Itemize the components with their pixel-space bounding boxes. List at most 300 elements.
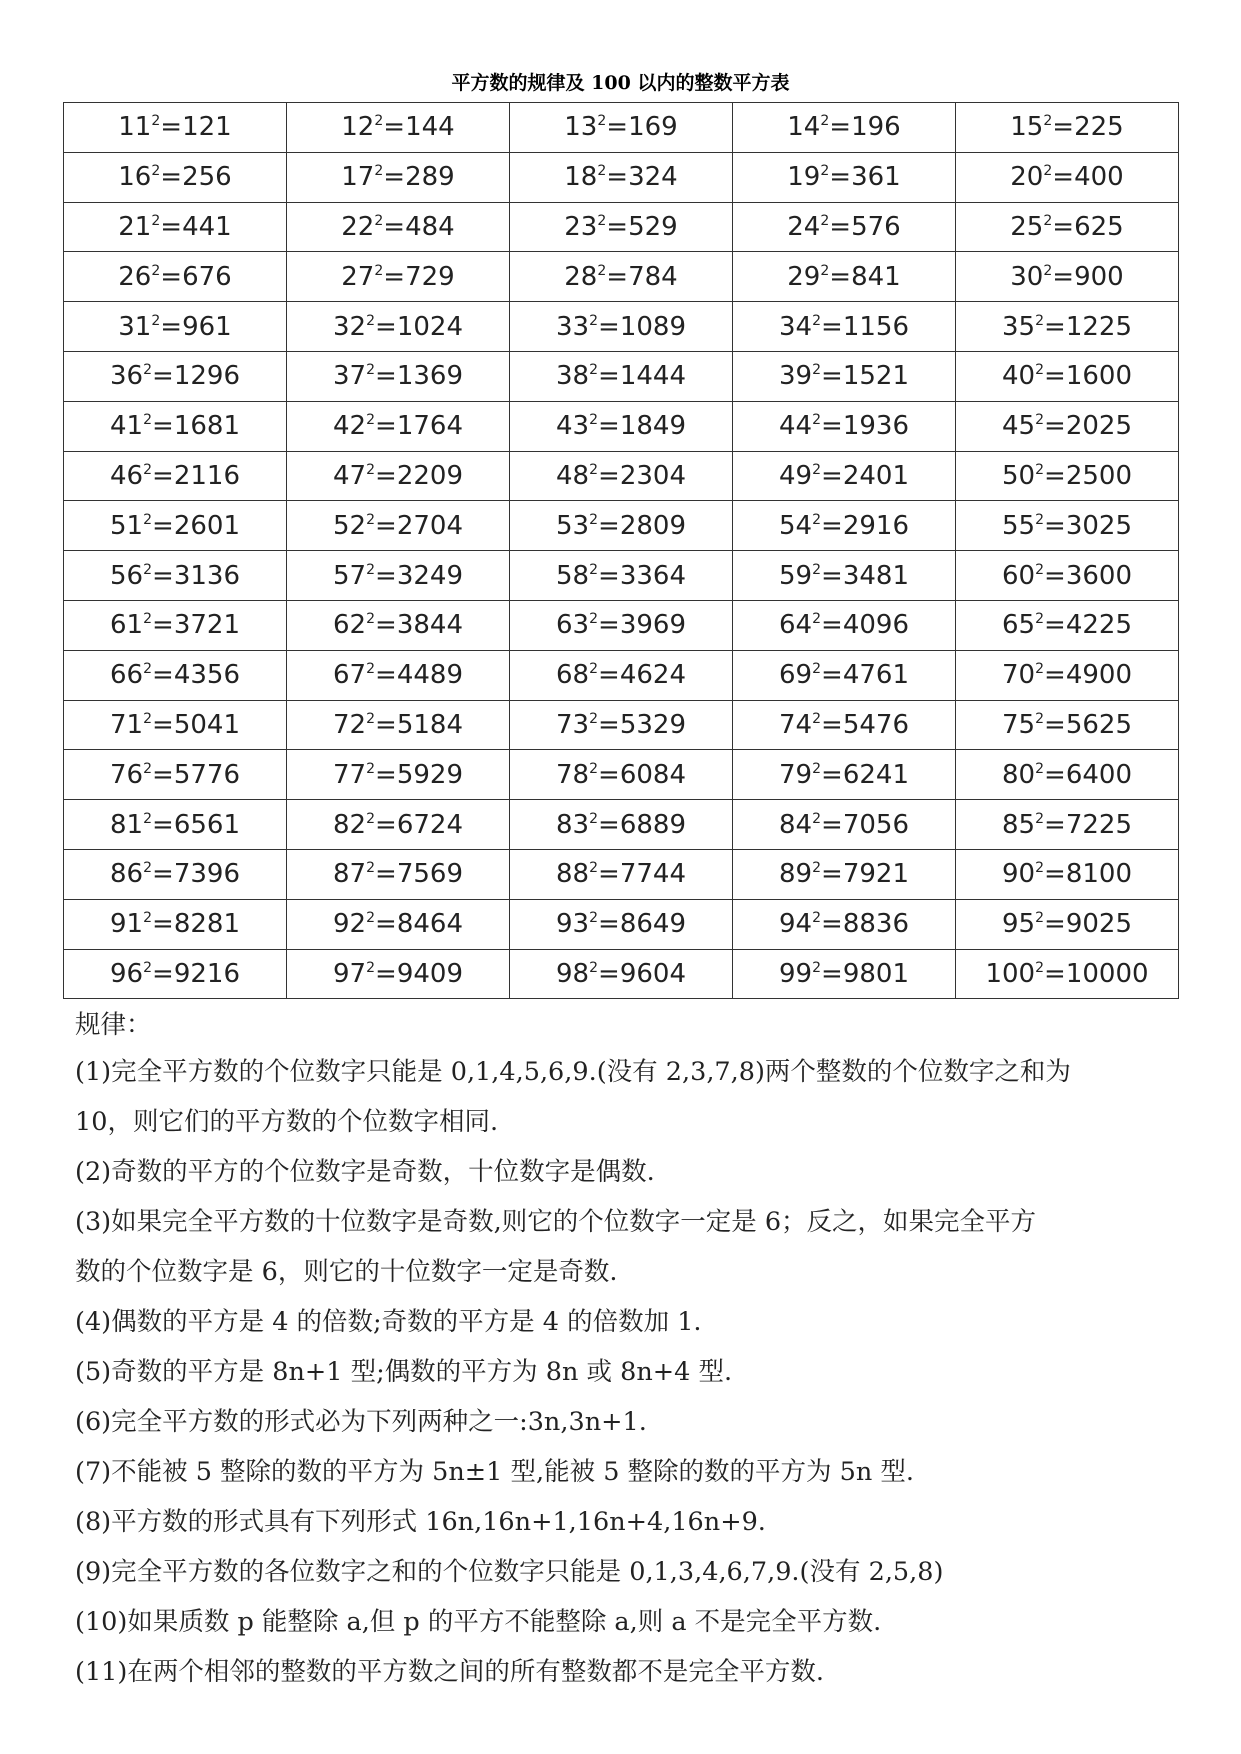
square-cell xyxy=(510,401,733,451)
rule-line: (10)如果质数 p 能整除 a,但 p 的平方不能整除 a,则 a 不是完全平方数. xyxy=(75,1607,882,1637)
square-cell xyxy=(956,949,1179,999)
equals-sign: = xyxy=(1044,361,1066,392)
square-base: 84 xyxy=(779,809,813,840)
exponent: 2 xyxy=(812,710,822,727)
equals-sign: = xyxy=(375,610,397,641)
exponent: 2 xyxy=(812,810,822,827)
square-cell xyxy=(287,501,510,551)
table-row xyxy=(64,501,1179,551)
equals-sign: = xyxy=(821,660,843,691)
table-row xyxy=(64,351,1179,401)
square-base: 26 xyxy=(118,261,152,292)
equals-sign: = xyxy=(829,162,852,193)
square-base: 96 xyxy=(110,958,144,989)
square-cell xyxy=(956,152,1179,202)
exponent: 2 xyxy=(820,163,830,180)
square-base: 88 xyxy=(556,859,590,890)
square-value: 8836 xyxy=(842,909,909,940)
square-base: 98 xyxy=(556,958,590,989)
square-cell xyxy=(64,351,287,401)
exponent: 2 xyxy=(589,860,599,877)
square-value: 3844 xyxy=(396,610,463,641)
equals-sign: = xyxy=(152,859,174,890)
equals-sign: = xyxy=(152,958,174,989)
square-cell xyxy=(956,551,1179,601)
square-value: 4624 xyxy=(619,660,686,691)
square-base: 60 xyxy=(1002,560,1036,591)
equals-sign: = xyxy=(375,958,397,989)
square-cell xyxy=(64,551,287,601)
table-row xyxy=(64,152,1179,202)
square-base: 18 xyxy=(564,162,598,193)
square-value: 6241 xyxy=(842,759,909,790)
equals-sign: = xyxy=(1044,709,1066,740)
square-value: 841 xyxy=(851,261,901,292)
equals-sign: = xyxy=(375,510,397,541)
square-cell xyxy=(956,650,1179,700)
square-value: 9025 xyxy=(1065,909,1132,940)
square-value: 441 xyxy=(182,211,232,242)
square-cell xyxy=(64,899,287,949)
equals-sign: = xyxy=(598,759,620,790)
square-value: 5625 xyxy=(1065,709,1132,740)
exponent: 2 xyxy=(812,561,822,578)
square-value: 3721 xyxy=(173,610,240,641)
equals-sign: = xyxy=(821,809,843,840)
equals-sign: = xyxy=(598,411,620,442)
equals-sign: = xyxy=(1044,311,1066,342)
square-cell xyxy=(510,899,733,949)
exponent: 2 xyxy=(589,760,599,777)
square-cell xyxy=(287,650,510,700)
square-value: 3481 xyxy=(842,560,909,591)
square-base: 97 xyxy=(333,958,367,989)
equals-sign: = xyxy=(821,909,843,940)
exponent: 2 xyxy=(1035,561,1045,578)
table-row xyxy=(64,800,1179,850)
square-value: 2116 xyxy=(173,460,240,491)
square-cell xyxy=(510,152,733,202)
exponent: 2 xyxy=(143,611,153,628)
square-cell xyxy=(287,800,510,850)
equals-sign: = xyxy=(160,162,183,193)
square-cell xyxy=(64,949,287,999)
square-value: 196 xyxy=(851,112,901,143)
exponent: 2 xyxy=(366,661,376,678)
rules-section xyxy=(75,1003,1185,1697)
square-base: 94 xyxy=(779,909,813,940)
square-value: 1024 xyxy=(396,311,463,342)
square-base: 91 xyxy=(110,909,144,940)
exponent: 2 xyxy=(812,959,822,976)
exponent: 2 xyxy=(143,760,153,777)
square-value: 2704 xyxy=(396,510,463,541)
square-base: 76 xyxy=(110,759,144,790)
equals-sign: = xyxy=(821,709,843,740)
square-base: 28 xyxy=(564,261,598,292)
square-base: 44 xyxy=(779,411,813,442)
equals-sign: = xyxy=(375,660,397,691)
square-cell xyxy=(956,800,1179,850)
table-row xyxy=(64,302,1179,352)
square-cell xyxy=(287,551,510,601)
equals-sign: = xyxy=(383,261,406,292)
square-base: 92 xyxy=(333,909,367,940)
square-value: 2500 xyxy=(1065,460,1132,491)
table-row xyxy=(64,202,1179,252)
squares-table xyxy=(63,102,1179,999)
square-value: 1936 xyxy=(842,411,909,442)
square-value: 9409 xyxy=(396,958,463,989)
exponent: 2 xyxy=(812,611,822,628)
square-base: 67 xyxy=(333,660,367,691)
square-value: 2209 xyxy=(396,460,463,491)
exponent: 2 xyxy=(589,910,599,927)
square-base: 79 xyxy=(779,759,813,790)
square-cell xyxy=(510,650,733,700)
square-value: 2401 xyxy=(842,460,909,491)
square-base: 51 xyxy=(110,510,144,541)
exponent: 2 xyxy=(812,910,822,927)
square-cell xyxy=(956,501,1179,551)
square-base: 77 xyxy=(333,759,367,790)
square-value: 8464 xyxy=(396,909,463,940)
square-value: 5329 xyxy=(619,709,686,740)
square-base: 100 xyxy=(985,958,1036,989)
square-cell xyxy=(733,401,956,451)
square-cell xyxy=(64,650,287,700)
equals-sign: = xyxy=(1052,162,1075,193)
square-cell xyxy=(64,600,287,650)
equals-sign: = xyxy=(821,859,843,890)
exponent: 2 xyxy=(151,113,161,130)
equals-sign: = xyxy=(1044,411,1066,442)
exponent: 2 xyxy=(143,511,153,528)
square-base: 56 xyxy=(110,560,144,591)
table-row xyxy=(64,849,1179,899)
square-value: 6400 xyxy=(1065,759,1132,790)
square-value: 144 xyxy=(405,112,455,143)
square-value: 900 xyxy=(1074,261,1124,292)
square-base: 30 xyxy=(1010,261,1044,292)
square-value: 10000 xyxy=(1065,958,1149,989)
table-row xyxy=(64,401,1179,451)
square-cell xyxy=(510,202,733,252)
square-cell xyxy=(64,302,287,352)
square-cell xyxy=(956,700,1179,750)
equals-sign: = xyxy=(152,460,174,491)
square-value: 2809 xyxy=(619,510,686,541)
square-cell xyxy=(64,700,287,750)
square-value: 4096 xyxy=(842,610,909,641)
exponent: 2 xyxy=(366,810,376,827)
exponent: 2 xyxy=(366,611,376,628)
square-base: 11 xyxy=(118,112,152,143)
square-value: 784 xyxy=(628,261,678,292)
square-base: 34 xyxy=(779,311,813,342)
equals-sign: = xyxy=(152,660,174,691)
square-base: 81 xyxy=(110,809,144,840)
exponent: 2 xyxy=(820,262,830,279)
equals-sign: = xyxy=(1044,759,1066,790)
square-value: 2916 xyxy=(842,510,909,541)
square-cell xyxy=(733,202,956,252)
square-base: 72 xyxy=(333,709,367,740)
exponent: 2 xyxy=(812,312,822,329)
equals-sign: = xyxy=(160,311,183,342)
equals-sign: = xyxy=(383,211,406,242)
square-cell xyxy=(956,302,1179,352)
square-cell xyxy=(733,750,956,800)
exponent: 2 xyxy=(597,113,607,130)
rules-heading: 规律： xyxy=(75,1010,152,1040)
square-base: 59 xyxy=(779,560,813,591)
table-row xyxy=(64,103,1179,153)
square-base: 16 xyxy=(118,162,152,193)
square-cell xyxy=(64,800,287,850)
square-value: 7225 xyxy=(1065,809,1132,840)
equals-sign: = xyxy=(1044,560,1066,591)
square-cell xyxy=(510,252,733,302)
square-value: 676 xyxy=(182,261,232,292)
exponent: 2 xyxy=(366,461,376,478)
square-cell xyxy=(64,451,287,501)
square-value: 5476 xyxy=(842,709,909,740)
square-value: 256 xyxy=(182,162,232,193)
square-cell xyxy=(733,501,956,551)
square-cell xyxy=(733,551,956,601)
square-cell xyxy=(287,899,510,949)
rule-line: (8)平方数的形式具有下列形式 16n,16n+1,16n+4,16n+9. xyxy=(75,1507,766,1537)
square-value: 1521 xyxy=(842,361,909,392)
exponent: 2 xyxy=(812,461,822,478)
square-cell xyxy=(510,551,733,601)
exponent: 2 xyxy=(1035,412,1045,429)
square-base: 47 xyxy=(333,460,367,491)
exponent: 2 xyxy=(143,362,153,379)
square-value: 625 xyxy=(1074,211,1124,242)
square-cell xyxy=(287,252,510,302)
equals-sign: = xyxy=(375,560,397,591)
exponent: 2 xyxy=(812,661,822,678)
equals-sign: = xyxy=(152,709,174,740)
square-base: 13 xyxy=(564,112,598,143)
square-base: 99 xyxy=(779,958,813,989)
exponent: 2 xyxy=(1035,860,1045,877)
exponent: 2 xyxy=(1035,959,1045,976)
exponent: 2 xyxy=(143,661,153,678)
equals-sign: = xyxy=(598,809,620,840)
exponent: 2 xyxy=(1043,113,1053,130)
square-cell xyxy=(287,401,510,451)
square-cell xyxy=(287,600,510,650)
square-base: 24 xyxy=(787,211,821,242)
equals-sign: = xyxy=(821,311,843,342)
square-value: 7744 xyxy=(619,859,686,890)
square-value: 8281 xyxy=(173,909,240,940)
square-value: 9604 xyxy=(619,958,686,989)
square-cell xyxy=(64,849,287,899)
square-value: 7569 xyxy=(396,859,463,890)
square-base: 48 xyxy=(556,460,590,491)
square-base: 39 xyxy=(779,361,813,392)
square-value: 1089 xyxy=(619,311,686,342)
rule-line: (7)不能被 5 整除的数的平方为 5n±1 型,能被 5 整除的数的平方为 5n 型. xyxy=(75,1457,915,1487)
exponent: 2 xyxy=(589,710,599,727)
square-value: 4356 xyxy=(173,660,240,691)
square-cell xyxy=(510,351,733,401)
square-cell xyxy=(287,152,510,202)
exponent: 2 xyxy=(366,910,376,927)
equals-sign: = xyxy=(606,112,629,143)
equals-sign: = xyxy=(383,112,406,143)
square-cell xyxy=(64,202,287,252)
square-value: 5184 xyxy=(396,709,463,740)
square-cell xyxy=(64,103,287,153)
square-cell xyxy=(510,750,733,800)
square-base: 31 xyxy=(118,311,152,342)
square-base: 38 xyxy=(556,361,590,392)
exponent: 2 xyxy=(820,212,830,229)
square-base: 19 xyxy=(787,162,821,193)
square-base: 58 xyxy=(556,560,590,591)
equals-sign: = xyxy=(375,909,397,940)
square-value: 400 xyxy=(1074,162,1124,193)
square-base: 43 xyxy=(556,411,590,442)
exponent: 2 xyxy=(374,212,384,229)
square-value: 225 xyxy=(1074,112,1124,143)
square-cell xyxy=(64,252,287,302)
square-value: 961 xyxy=(182,311,232,342)
square-base: 37 xyxy=(333,361,367,392)
square-value: 4761 xyxy=(842,660,909,691)
square-value: 1296 xyxy=(173,361,240,392)
square-value: 8649 xyxy=(619,909,686,940)
square-base: 32 xyxy=(333,311,367,342)
equals-sign: = xyxy=(375,361,397,392)
square-cell xyxy=(64,152,287,202)
square-value: 2025 xyxy=(1065,411,1132,442)
square-value: 5929 xyxy=(396,759,463,790)
equals-sign: = xyxy=(606,211,629,242)
exponent: 2 xyxy=(1035,362,1045,379)
square-value: 361 xyxy=(851,162,901,193)
square-cell xyxy=(287,451,510,501)
square-cell xyxy=(956,103,1179,153)
table-row xyxy=(64,600,1179,650)
square-value: 1681 xyxy=(173,411,240,442)
square-base: 23 xyxy=(564,211,598,242)
equals-sign: = xyxy=(598,660,620,691)
square-base: 86 xyxy=(110,859,144,890)
square-cell xyxy=(733,351,956,401)
exponent: 2 xyxy=(143,810,153,827)
equals-sign: = xyxy=(821,510,843,541)
square-base: 57 xyxy=(333,560,367,591)
square-base: 69 xyxy=(779,660,813,691)
square-base: 71 xyxy=(110,709,144,740)
exponent: 2 xyxy=(589,312,599,329)
square-base: 46 xyxy=(110,460,144,491)
equals-sign: = xyxy=(821,361,843,392)
equals-sign: = xyxy=(821,411,843,442)
square-cell xyxy=(64,501,287,551)
equals-sign: = xyxy=(375,311,397,342)
exponent: 2 xyxy=(1035,511,1045,528)
exponent: 2 xyxy=(812,760,822,777)
equals-sign: = xyxy=(598,510,620,541)
exponent: 2 xyxy=(366,860,376,877)
square-base: 20 xyxy=(1010,162,1044,193)
square-base: 14 xyxy=(787,112,821,143)
square-cell xyxy=(733,451,956,501)
square-value: 7396 xyxy=(173,859,240,890)
exponent: 2 xyxy=(143,910,153,927)
square-cell xyxy=(510,501,733,551)
square-base: 82 xyxy=(333,809,367,840)
exponent: 2 xyxy=(1035,810,1045,827)
equals-sign: = xyxy=(821,560,843,591)
table-row xyxy=(64,750,1179,800)
equals-sign: = xyxy=(598,709,620,740)
square-base: 52 xyxy=(333,510,367,541)
square-base: 66 xyxy=(110,660,144,691)
square-cell xyxy=(510,600,733,650)
square-base: 54 xyxy=(779,510,813,541)
equals-sign: = xyxy=(375,460,397,491)
exponent: 2 xyxy=(366,412,376,429)
exponent: 2 xyxy=(1043,212,1053,229)
square-base: 95 xyxy=(1002,909,1036,940)
square-cell xyxy=(956,202,1179,252)
exponent: 2 xyxy=(812,511,822,528)
rule-line: (1)完全平方数的个位数字只能是 0,1,4,5,6,9.(没有 2,3,7,8)两个整数的个位数字之和为 xyxy=(75,1057,1071,1087)
square-cell xyxy=(287,103,510,153)
square-base: 85 xyxy=(1002,809,1036,840)
exponent: 2 xyxy=(589,959,599,976)
square-value: 1600 xyxy=(1065,361,1132,392)
square-base: 29 xyxy=(787,261,821,292)
square-cell xyxy=(956,750,1179,800)
table-row xyxy=(64,451,1179,501)
square-cell xyxy=(287,949,510,999)
exponent: 2 xyxy=(1035,461,1045,478)
equals-sign: = xyxy=(152,361,174,392)
square-cell xyxy=(733,700,956,750)
square-cell xyxy=(287,302,510,352)
square-value: 5776 xyxy=(173,759,240,790)
square-base: 80 xyxy=(1002,759,1036,790)
square-cell xyxy=(287,750,510,800)
equals-sign: = xyxy=(1044,859,1066,890)
square-cell xyxy=(287,700,510,750)
equals-sign: = xyxy=(821,610,843,641)
square-base: 42 xyxy=(333,411,367,442)
exponent: 2 xyxy=(597,212,607,229)
square-base: 65 xyxy=(1002,610,1036,641)
equals-sign: = xyxy=(821,759,843,790)
square-cell xyxy=(733,103,956,153)
equals-sign: = xyxy=(1044,460,1066,491)
square-base: 50 xyxy=(1002,460,1036,491)
square-base: 12 xyxy=(341,112,375,143)
equals-sign: = xyxy=(1052,112,1075,143)
square-cell xyxy=(64,750,287,800)
exponent: 2 xyxy=(589,561,599,578)
table-row xyxy=(64,551,1179,601)
square-cell xyxy=(733,252,956,302)
exponent: 2 xyxy=(589,362,599,379)
